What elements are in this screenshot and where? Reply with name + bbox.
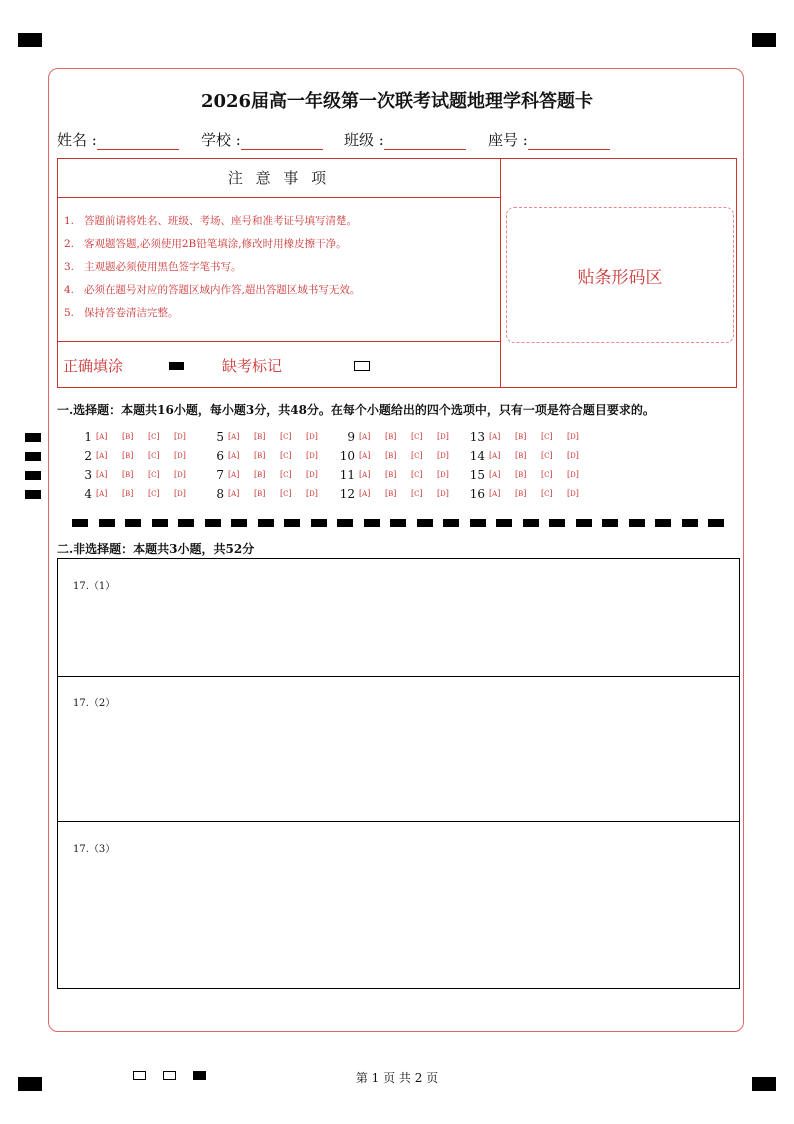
answer-bubble[interactable]: [D] (174, 489, 186, 498)
answer-bubble[interactable]: [B] (515, 470, 527, 479)
question-number: 3 (84, 468, 92, 482)
answer-bubble[interactable]: [A] (96, 451, 108, 460)
absent-mark-checkbox[interactable] (354, 361, 370, 371)
timing-mark (205, 519, 221, 527)
answer-bubble[interactable]: [C] (411, 470, 423, 479)
barcode-label: 贴条形码区 (577, 267, 663, 288)
answer-bubble[interactable]: [A] (359, 470, 371, 479)
answer-bubble[interactable]: [B] (254, 451, 266, 460)
answer-bubble[interactable]: [B] (515, 489, 527, 498)
answer-bubble[interactable]: [B] (385, 432, 397, 441)
timing-mark (364, 519, 380, 527)
answer-bubble[interactable]: [D] (306, 489, 318, 498)
rule-item: 3. 主观题必须使用黑色签字笔书写。 (64, 261, 242, 273)
row-mark (25, 433, 41, 442)
timing-mark (311, 519, 327, 527)
question-number: 7 (216, 468, 224, 482)
answer-bubble[interactable]: [A] (228, 451, 240, 460)
answer-bubble[interactable]: [A] (228, 432, 240, 441)
timing-mark (337, 519, 353, 527)
answer-label: 17.（3） (73, 844, 116, 855)
rules-list (58, 198, 500, 327)
answer-bubble[interactable]: [B] (385, 489, 397, 498)
answer-bubble[interactable]: [D] (174, 451, 186, 460)
answer-label: 17.（2） (73, 698, 116, 709)
question-number: 1 (84, 430, 92, 444)
answer-bubble[interactable]: [A] (489, 489, 501, 498)
answer-bubble[interactable]: [C] (280, 470, 292, 479)
answer-bubble[interactable]: [B] (385, 451, 397, 460)
answer-bubble[interactable]: [D] (567, 489, 579, 498)
answer-bubble[interactable]: [C] (148, 489, 160, 498)
question-number: 15 (469, 468, 485, 482)
answer-box-17-3[interactable] (57, 821, 740, 989)
timing-mark (178, 519, 194, 527)
fill-example-row (58, 341, 500, 390)
answer-bubble[interactable]: [B] (122, 451, 134, 460)
answer-bubble[interactable]: [B] (515, 432, 527, 441)
answer-bubble[interactable]: [A] (96, 489, 108, 498)
correct-fill-label: 正确填涂 (63, 357, 124, 375)
school-label: 学校 : (201, 131, 241, 149)
timing-mark (655, 519, 671, 527)
question-number: 16 (469, 487, 485, 501)
row-mark (25, 452, 41, 461)
answer-bubble[interactable]: [A] (489, 432, 501, 441)
section1-heading: 一.选择题：本题共16小题，每小题3分，共48分。在每个小题给出的四个选项中，只有一项是符合题目要求的。 (57, 403, 655, 417)
row-mark (25, 490, 41, 499)
question-number: 5 (216, 430, 224, 444)
page-title: 2026届高一年级第一次联考试题地理学科答题卡 (200, 91, 594, 112)
rule-item: 4. 必须在题号对应的答题区域内作答,超出答题区域书写无效。 (64, 284, 361, 296)
barcode-area (506, 207, 734, 343)
answer-bubble[interactable]: [A] (359, 489, 371, 498)
timing-mark (417, 519, 433, 527)
timing-mark (72, 519, 88, 527)
name-field[interactable] (57, 129, 179, 150)
answer-bubble[interactable]: [C] (411, 451, 423, 460)
name-label: 姓名 : (57, 131, 97, 149)
answer-bubble[interactable]: [B] (122, 489, 134, 498)
class-label: 班级 : (344, 131, 384, 149)
timing-mark (390, 519, 406, 527)
answer-bubble[interactable]: [D] (437, 451, 449, 460)
answer-box-17-1[interactable] (57, 558, 740, 677)
answer-bubble[interactable]: [C] (148, 470, 160, 479)
question-number: 6 (216, 449, 224, 463)
question-number: 11 (339, 468, 355, 482)
answer-bubble[interactable]: [B] (385, 470, 397, 479)
rule-item: 1. 答题前请将姓名、班级、考场、座号和准考证号填写清楚。 (64, 215, 357, 227)
answer-bubble[interactable]: [B] (515, 451, 527, 460)
answer-bubble[interactable]: [A] (489, 451, 501, 460)
timing-mark (125, 519, 141, 527)
answer-bubble[interactable]: [A] (489, 470, 501, 479)
school-field[interactable] (201, 129, 323, 150)
answer-bubble[interactable]: [A] (359, 432, 371, 441)
answer-bubble[interactable]: [B] (254, 489, 266, 498)
question-number: 9 (347, 430, 355, 444)
answer-bubble[interactable]: [D] (437, 489, 449, 498)
timing-mark (152, 519, 168, 527)
timing-mark (602, 519, 618, 527)
timing-mark (258, 519, 274, 527)
answer-bubble[interactable]: [B] (254, 470, 266, 479)
notice-heading: 注 意 事 项 (58, 159, 500, 198)
answer-bubble[interactable]: [A] (96, 470, 108, 479)
rule-item: 2. 客观题答题,必须使用2B铅笔填涂,修改时用橡皮擦干净。 (64, 238, 347, 250)
timing-mark (708, 519, 724, 527)
answer-bubble[interactable]: [D] (437, 432, 449, 441)
page-number: 第 1 页 共 2 页 (355, 1071, 439, 1085)
answer-bubble[interactable]: [A] (228, 470, 240, 479)
answer-bubble[interactable]: [C] (541, 451, 553, 460)
seat-field[interactable] (488, 129, 610, 150)
timing-mark (523, 519, 539, 527)
answer-bubble[interactable]: [C] (280, 489, 292, 498)
question-number: 13 (469, 430, 485, 444)
question-number: 14 (469, 449, 485, 463)
timing-mark (629, 519, 645, 527)
answer-bubble[interactable]: [C] (280, 432, 292, 441)
timing-mark (443, 519, 459, 527)
filled-bubble-example (169, 362, 184, 370)
answer-bubble[interactable]: [D] (174, 470, 186, 479)
question-number: 4 (84, 487, 92, 501)
absent-mark-label: 缺考标记 (222, 357, 283, 375)
answer-bubble[interactable]: [B] (122, 432, 134, 441)
timing-mark (576, 519, 592, 527)
timing-mark (496, 519, 512, 527)
notice-panel (58, 159, 501, 387)
answer-bubble[interactable]: [A] (228, 489, 240, 498)
timing-mark (99, 519, 115, 527)
seat-label: 座号 : (488, 131, 528, 149)
timing-mark (231, 519, 247, 527)
rule-item: 5. 保持答卷清洁完整。 (64, 307, 179, 319)
answer-bubble[interactable]: [A] (359, 451, 371, 460)
answer-bubble[interactable]: [C] (541, 432, 553, 441)
question-number: 10 (339, 449, 355, 463)
registration-mark-top-left (18, 33, 42, 47)
answer-bubble[interactable]: [D] (437, 470, 449, 479)
timing-mark (682, 519, 698, 527)
question-number: 12 (339, 487, 355, 501)
registration-mark-top-right (752, 33, 776, 47)
answer-bubble[interactable]: [D] (174, 432, 186, 441)
row-mark (25, 471, 41, 480)
answer-bubble[interactable]: [C] (280, 451, 292, 460)
timing-mark (549, 519, 565, 527)
question-number: 2 (84, 449, 92, 463)
answer-bubble[interactable]: [C] (541, 489, 553, 498)
answer-bubble[interactable]: [C] (411, 489, 423, 498)
answer-bubble[interactable]: [D] (306, 470, 318, 479)
answer-bubble[interactable]: [C] (411, 432, 423, 441)
answer-label: 17.（1） (73, 581, 116, 592)
question-number: 8 (216, 487, 224, 501)
section2-heading: 二.非选择题：本题共3小题，共52分 (57, 542, 255, 556)
answer-bubble[interactable]: [C] (148, 432, 160, 441)
answer-bubble[interactable]: [C] (541, 470, 553, 479)
answer-bubble[interactable]: [D] (567, 432, 579, 441)
answer-bubble[interactable]: [A] (96, 432, 108, 441)
answer-bubble[interactable]: [C] (148, 451, 160, 460)
answer-bubble[interactable]: [D] (567, 451, 579, 460)
class-field[interactable] (344, 129, 466, 150)
notice-box (57, 158, 737, 388)
answer-bubble[interactable]: [B] (254, 432, 266, 441)
answer-box-17-2[interactable] (57, 676, 740, 822)
answer-bubble[interactable]: [D] (306, 451, 318, 460)
timing-mark (470, 519, 486, 527)
answer-bubble[interactable]: [B] (122, 470, 134, 479)
answer-bubble[interactable]: [D] (567, 470, 579, 479)
timing-mark (284, 519, 300, 527)
answer-bubble[interactable]: [D] (306, 432, 318, 441)
